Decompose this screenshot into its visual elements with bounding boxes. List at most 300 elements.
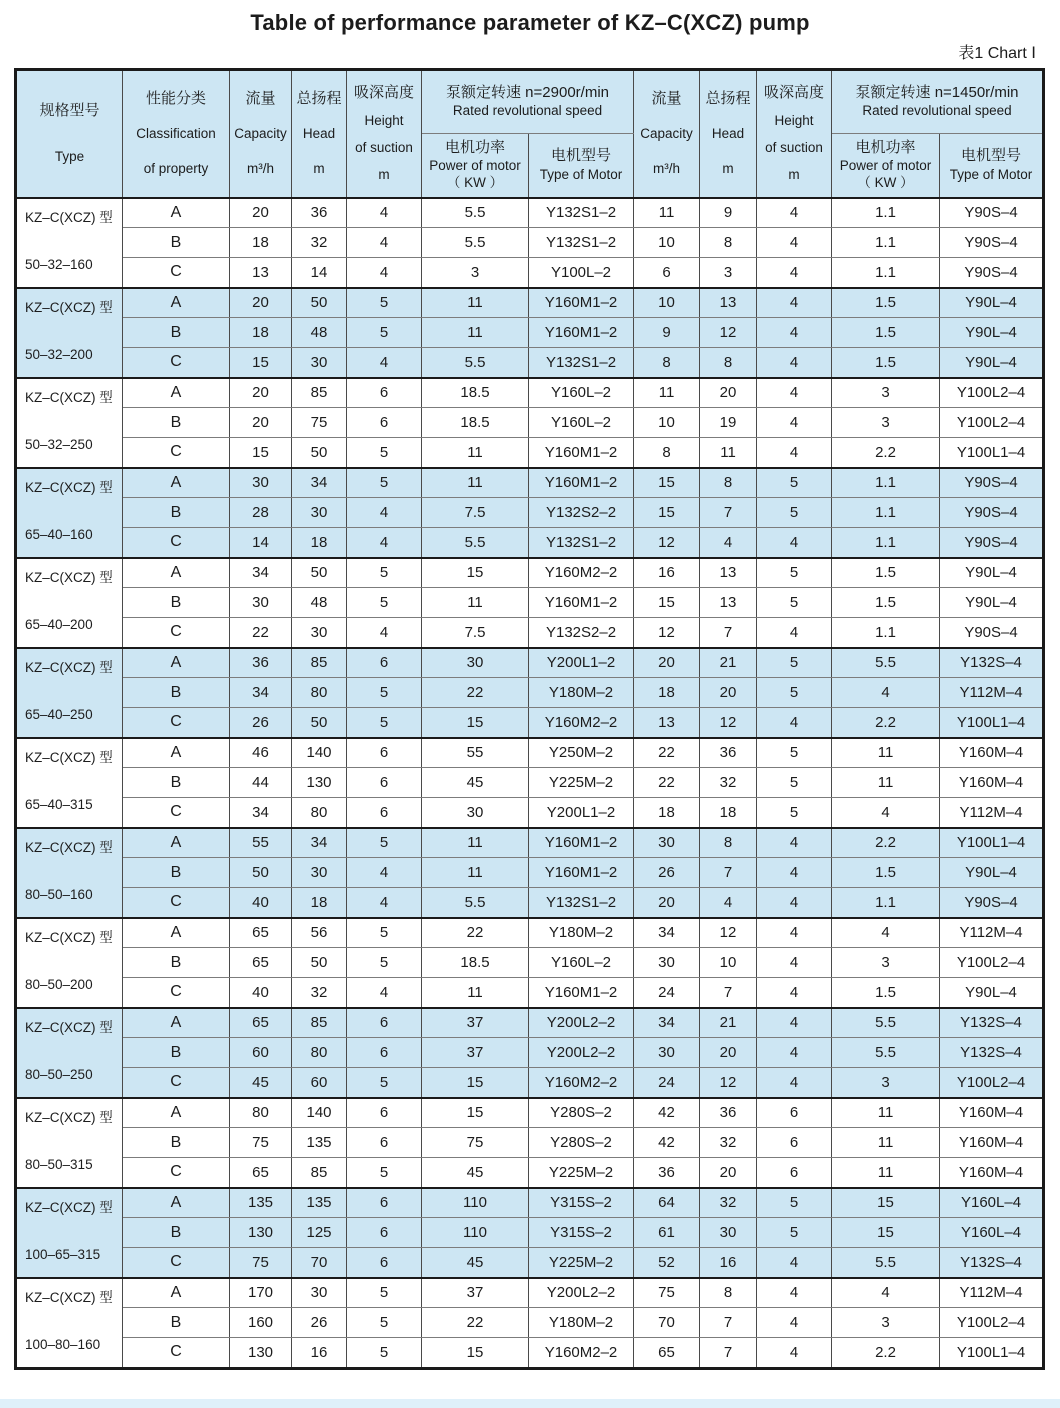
table-row [16, 618, 1044, 648]
capacity-1450-cell: 30 [634, 1038, 700, 1068]
power-1450-cell: 11 [832, 738, 940, 768]
motor-1450-cell: Y90S–4 [940, 198, 1044, 228]
class-cell: C [123, 978, 230, 1008]
power-2900-cell: 11 [422, 828, 529, 858]
suction-1450-cell: 4 [757, 618, 832, 648]
motor-1450-cell: Y160L–4 [940, 1218, 1044, 1248]
motor-1450-cell: Y132S–4 [940, 648, 1044, 678]
col-header-power-1450-en: Power of motor [839, 157, 932, 173]
pump-type-cell [16, 828, 123, 918]
col-header-power-2900 [422, 134, 529, 198]
power-2900-cell: 30 [422, 648, 529, 678]
head-2900-cell: 30 [292, 348, 347, 378]
head-1450-cell: 12 [700, 918, 757, 948]
capacity-2900-cell: 34 [230, 678, 292, 708]
table-row [16, 288, 1044, 318]
pump-model-label: 50–32–250 [25, 436, 93, 452]
motor-2900-cell: Y200L2–2 [529, 1008, 634, 1038]
suction-2900-cell: 4 [347, 198, 422, 228]
power-2900-cell: 7.5 [422, 618, 529, 648]
pump-series-label: KZ–C(XCZ) 型 [25, 929, 113, 945]
pump-type-cell [16, 1278, 123, 1369]
table-row [16, 1218, 1044, 1248]
pump-model-label: 50–32–200 [25, 346, 93, 362]
suction-2900-cell: 5 [347, 948, 422, 978]
suction-2900-cell: 5 [347, 438, 422, 468]
suction-2900-cell: 6 [347, 1248, 422, 1278]
power-2900-cell: 37 [422, 1008, 529, 1038]
col-header-suction-1450-en1: Height [774, 112, 814, 128]
power-2900-cell: 22 [422, 678, 529, 708]
power-2900-cell: 3 [422, 258, 529, 288]
head-1450-cell: 7 [700, 978, 757, 1008]
head-1450-cell: 32 [700, 1128, 757, 1158]
capacity-1450-cell: 16 [634, 558, 700, 588]
power-2900-cell: 22 [422, 918, 529, 948]
head-1450-cell: 21 [700, 1008, 757, 1038]
capacity-1450-cell: 30 [634, 828, 700, 858]
head-2900-cell: 140 [292, 1098, 347, 1128]
suction-2900-cell: 5 [347, 318, 422, 348]
capacity-2900-cell: 30 [230, 588, 292, 618]
motor-2900-cell: Y160L–2 [529, 408, 634, 438]
head-2900-cell: 75 [292, 408, 347, 438]
head-2900-cell: 48 [292, 588, 347, 618]
capacity-1450-cell: 64 [634, 1188, 700, 1218]
power-1450-cell: 1.5 [832, 978, 940, 1008]
capacity-2900-cell: 44 [230, 768, 292, 798]
power-1450-cell: 1.1 [832, 258, 940, 288]
suction-1450-cell: 5 [757, 1188, 832, 1218]
capacity-1450-cell: 12 [634, 618, 700, 648]
class-cell: C [123, 618, 230, 648]
power-1450-cell: 3 [832, 378, 940, 408]
motor-1450-cell: Y90S–4 [940, 528, 1044, 558]
motor-1450-cell: Y90S–4 [940, 468, 1044, 498]
suction-1450-cell: 6 [757, 1158, 832, 1188]
motor-1450-cell: Y132S–4 [940, 1038, 1044, 1068]
capacity-1450-cell: 22 [634, 768, 700, 798]
motor-2900-cell: Y132S1–2 [529, 228, 634, 258]
head-1450-cell: 32 [700, 1188, 757, 1218]
head-1450-cell: 4 [700, 888, 757, 918]
table-row [16, 1338, 1044, 1368]
capacity-2900-cell: 18 [230, 318, 292, 348]
suction-1450-cell: 4 [757, 438, 832, 468]
class-cell: B [123, 228, 230, 258]
suction-2900-cell: 6 [347, 798, 422, 828]
pump-type-cell [16, 738, 123, 828]
head-2900-cell: 32 [292, 228, 347, 258]
motor-2900-cell: Y160M1–2 [529, 978, 634, 1008]
motor-2900-cell: Y180M–2 [529, 678, 634, 708]
power-1450-cell: 4 [832, 918, 940, 948]
class-cell: A [123, 1188, 230, 1218]
col-header-head-1450 [700, 70, 757, 198]
motor-1450-cell: Y132S–4 [940, 1008, 1044, 1038]
table-row [16, 738, 1044, 768]
power-2900-cell: 11 [422, 588, 529, 618]
col-header-power-1450-zh: 电机功率 [855, 138, 916, 156]
suction-2900-cell: 5 [347, 828, 422, 858]
power-2900-cell: 18.5 [422, 948, 529, 978]
power-1450-cell: 11 [832, 768, 940, 798]
col-header-head-zh: 总扬程 [296, 90, 342, 108]
motor-1450-cell: Y90S–4 [940, 258, 1044, 288]
suction-1450-cell: 4 [757, 1038, 832, 1068]
col-header-suction-1450-en2: of suction [765, 140, 823, 156]
motor-1450-cell: Y90L–4 [940, 858, 1044, 888]
head-2900-cell: 14 [292, 258, 347, 288]
head-2900-cell: 85 [292, 1158, 347, 1188]
table-row [16, 858, 1044, 888]
head-1450-cell: 36 [700, 1098, 757, 1128]
col-header-speed-2900-zh: 泵额定转速 n=2900r/min [446, 84, 609, 102]
power-1450-cell: 3 [832, 948, 940, 978]
col-header-speed-2900-en: Rated revolutional speed [452, 103, 603, 119]
pump-type-cell [16, 1098, 123, 1188]
table-row [16, 318, 1044, 348]
head-1450-cell: 7 [700, 1308, 757, 1338]
suction-1450-cell: 4 [757, 828, 832, 858]
capacity-1450-cell: 10 [634, 408, 700, 438]
capacity-2900-cell: 170 [230, 1278, 292, 1308]
motor-2900-cell: Y160M2–2 [529, 558, 634, 588]
capacity-1450-cell: 8 [634, 438, 700, 468]
suction-2900-cell: 5 [347, 678, 422, 708]
power-2900-cell: 11 [422, 318, 529, 348]
head-1450-cell: 7 [700, 498, 757, 528]
motor-2900-cell: Y160M1–2 [529, 288, 634, 318]
motor-1450-cell: Y90L–4 [940, 318, 1044, 348]
power-1450-cell: 3 [832, 408, 940, 438]
suction-1450-cell: 5 [757, 648, 832, 678]
capacity-2900-cell: 20 [230, 408, 292, 438]
capacity-2900-cell: 55 [230, 828, 292, 858]
motor-2900-cell: Y160M1–2 [529, 468, 634, 498]
col-header-power-1450 [832, 134, 940, 198]
suction-1450-cell: 4 [757, 378, 832, 408]
class-cell: A [123, 558, 230, 588]
pump-type-cell [16, 1008, 123, 1098]
col-header-capacity-1450-zh: 流量 [651, 90, 682, 108]
pump-series-label: KZ–C(XCZ) 型 [25, 209, 113, 225]
class-cell: A [123, 378, 230, 408]
col-header-head-1450-unit: m [722, 160, 734, 176]
table-row [16, 378, 1044, 408]
power-2900-cell: 37 [422, 1038, 529, 1068]
motor-1450-cell: Y90S–4 [940, 498, 1044, 528]
suction-1450-cell: 4 [757, 1068, 832, 1098]
suction-1450-cell: 4 [757, 228, 832, 258]
power-2900-cell: 18.5 [422, 408, 529, 438]
pump-model-label: 65–40–160 [25, 526, 93, 542]
head-2900-cell: 80 [292, 1038, 347, 1068]
col-header-head-1450-en: Head [711, 126, 745, 142]
class-cell: B [123, 1218, 230, 1248]
capacity-1450-cell: 75 [634, 1278, 700, 1308]
head-1450-cell: 12 [700, 1068, 757, 1098]
col-header-head-1450-zh: 总扬程 [705, 90, 751, 108]
suction-2900-cell: 6 [347, 378, 422, 408]
pump-type-cell [16, 558, 123, 648]
col-header-motor-2900-zh: 电机型号 [551, 147, 612, 165]
motor-1450-cell: Y160M–4 [940, 1098, 1044, 1128]
power-2900-cell: 15 [422, 558, 529, 588]
col-header-head-en: Head [302, 126, 336, 142]
head-2900-cell: 34 [292, 468, 347, 498]
power-2900-cell: 18.5 [422, 378, 529, 408]
table-row [16, 828, 1044, 858]
suction-2900-cell: 5 [347, 708, 422, 738]
pump-model-label: 65–40–315 [25, 796, 93, 812]
capacity-2900-cell: 20 [230, 288, 292, 318]
head-1450-cell: 19 [700, 408, 757, 438]
suction-2900-cell: 5 [347, 588, 422, 618]
suction-2900-cell: 6 [347, 768, 422, 798]
head-2900-cell: 50 [292, 438, 347, 468]
motor-1450-cell: Y100L2–4 [940, 948, 1044, 978]
suction-1450-cell: 5 [757, 678, 832, 708]
class-cell: C [123, 348, 230, 378]
capacity-2900-cell: 36 [230, 648, 292, 678]
power-1450-cell: 2.2 [832, 438, 940, 468]
suction-1450-cell: 5 [757, 498, 832, 528]
col-header-motor-1450 [940, 134, 1044, 198]
head-1450-cell: 9 [700, 198, 757, 228]
suction-2900-cell: 5 [347, 1338, 422, 1368]
motor-1450-cell: Y100L2–4 [940, 408, 1044, 438]
pump-series-label: KZ–C(XCZ) 型 [25, 1109, 113, 1125]
class-cell: C [123, 438, 230, 468]
capacity-2900-cell: 20 [230, 378, 292, 408]
suction-1450-cell: 5 [757, 1218, 832, 1248]
table-row [16, 498, 1044, 528]
suction-1450-cell: 5 [757, 738, 832, 768]
bottom-strip [0, 1399, 1060, 1408]
motor-1450-cell: Y160M–4 [940, 1128, 1044, 1158]
capacity-1450-cell: 18 [634, 678, 700, 708]
class-cell: C [123, 528, 230, 558]
pump-series-label: KZ–C(XCZ) 型 [25, 1289, 113, 1305]
suction-1450-cell: 4 [757, 948, 832, 978]
suction-1450-cell: 6 [757, 1098, 832, 1128]
suction-2900-cell: 5 [347, 918, 422, 948]
table-row [16, 888, 1044, 918]
power-2900-cell: 45 [422, 1158, 529, 1188]
suction-2900-cell: 5 [347, 1158, 422, 1188]
power-1450-cell: 11 [832, 1158, 940, 1188]
power-2900-cell: 15 [422, 708, 529, 738]
col-header-suction-en1: Height [364, 112, 404, 128]
page-title: Table of performance parameter of KZ–C(XCZ) pump [250, 10, 810, 35]
suction-1450-cell: 4 [757, 888, 832, 918]
motor-1450-cell: Y90L–4 [940, 288, 1044, 318]
capacity-1450-cell: 42 [634, 1098, 700, 1128]
col-header-speed-1450 [832, 70, 1044, 134]
head-2900-cell: 85 [292, 1008, 347, 1038]
pump-type-cell [16, 378, 123, 468]
capacity-1450-cell: 24 [634, 978, 700, 1008]
suction-2900-cell: 4 [347, 888, 422, 918]
capacity-2900-cell: 46 [230, 738, 292, 768]
suction-1450-cell: 5 [757, 588, 832, 618]
suction-1450-cell: 4 [757, 408, 832, 438]
table-row [16, 1188, 1044, 1218]
head-2900-cell: 130 [292, 768, 347, 798]
power-2900-cell: 5.5 [422, 528, 529, 558]
head-1450-cell: 8 [700, 468, 757, 498]
capacity-1450-cell: 70 [634, 1308, 700, 1338]
capacity-1450-cell: 34 [634, 1008, 700, 1038]
suction-2900-cell: 6 [347, 1008, 422, 1038]
table-row [16, 768, 1044, 798]
head-2900-cell: 32 [292, 978, 347, 1008]
capacity-2900-cell: 22 [230, 618, 292, 648]
col-header-type-en: Type [54, 149, 85, 165]
power-1450-cell: 5.5 [832, 1248, 940, 1278]
head-2900-cell: 18 [292, 528, 347, 558]
capacity-1450-cell: 15 [634, 468, 700, 498]
head-1450-cell: 4 [700, 528, 757, 558]
pump-model-label: 100–80–160 [25, 1336, 101, 1352]
head-1450-cell: 20 [700, 378, 757, 408]
capacity-1450-cell: 6 [634, 258, 700, 288]
power-1450-cell: 11 [832, 1098, 940, 1128]
capacity-1450-cell: 20 [634, 648, 700, 678]
pump-type-cell [16, 1188, 123, 1278]
col-header-capacity-en: Capacity [234, 126, 287, 142]
class-cell: C [123, 888, 230, 918]
power-2900-cell: 7.5 [422, 498, 529, 528]
head-2900-cell: 50 [292, 558, 347, 588]
capacity-1450-cell: 65 [634, 1338, 700, 1368]
motor-2900-cell: Y280S–2 [529, 1128, 634, 1158]
table-row [16, 708, 1044, 738]
power-1450-cell: 1.5 [832, 288, 940, 318]
motor-1450-cell: Y90L–4 [940, 588, 1044, 618]
capacity-1450-cell: 13 [634, 708, 700, 738]
pump-series-label: KZ–C(XCZ) 型 [25, 1019, 113, 1035]
power-1450-cell: 11 [832, 1128, 940, 1158]
capacity-2900-cell: 40 [230, 888, 292, 918]
col-header-speed-1450-zh: 泵额定转速 n=1450r/min [855, 84, 1019, 102]
table-row [16, 918, 1044, 948]
motor-1450-cell: Y90S–4 [940, 228, 1044, 258]
pump-series-label: KZ–C(XCZ) 型 [25, 839, 113, 855]
capacity-2900-cell: 130 [230, 1218, 292, 1248]
capacity-1450-cell: 30 [634, 948, 700, 978]
motor-2900-cell: Y132S2–2 [529, 618, 634, 648]
suction-1450-cell: 4 [757, 918, 832, 948]
power-1450-cell: 4 [832, 1278, 940, 1308]
head-2900-cell: 85 [292, 648, 347, 678]
suction-1450-cell: 4 [757, 258, 832, 288]
motor-2900-cell: Y160M1–2 [529, 438, 634, 468]
col-header-classification [123, 70, 230, 198]
motor-2900-cell: Y160M2–2 [529, 1338, 634, 1368]
head-2900-cell: 34 [292, 828, 347, 858]
suction-1450-cell: 6 [757, 1128, 832, 1158]
suction-1450-cell: 4 [757, 1248, 832, 1278]
motor-1450-cell: Y112M–4 [940, 918, 1044, 948]
capacity-2900-cell: 75 [230, 1128, 292, 1158]
col-header-suction-1450-unit: m [788, 167, 800, 183]
table-row [16, 1278, 1044, 1308]
col-header-suction-en2: of suction [355, 140, 413, 156]
head-2900-cell: 30 [292, 498, 347, 528]
col-header-power-2900-unit: （ KW ） [446, 175, 504, 191]
col-header-speed-2900 [422, 70, 634, 134]
head-1450-cell: 20 [700, 1158, 757, 1188]
col-header-motor-2900-en: Type of Motor [539, 166, 623, 182]
power-1450-cell: 1.1 [832, 498, 940, 528]
table-row [16, 798, 1044, 828]
head-2900-cell: 56 [292, 918, 347, 948]
power-1450-cell: 4 [832, 678, 940, 708]
motor-1450-cell: Y112M–4 [940, 678, 1044, 708]
class-cell: C [123, 258, 230, 288]
pump-type-cell [16, 198, 123, 288]
power-2900-cell: 110 [422, 1218, 529, 1248]
motor-1450-cell: Y90L–4 [940, 978, 1044, 1008]
motor-2900-cell: Y225M–2 [529, 1158, 634, 1188]
motor-2900-cell: Y315S–2 [529, 1188, 634, 1218]
class-cell: A [123, 198, 230, 228]
pump-series-label: KZ–C(XCZ) 型 [25, 659, 113, 675]
col-header-capacity-2900 [230, 70, 292, 198]
col-header-capacity-zh: 流量 [245, 90, 276, 108]
motor-2900-cell: Y132S1–2 [529, 888, 634, 918]
suction-1450-cell: 4 [757, 318, 832, 348]
class-cell: C [123, 708, 230, 738]
head-1450-cell: 13 [700, 558, 757, 588]
col-header-capacity-1450-unit: m³/h [653, 160, 681, 176]
motor-1450-cell: Y112M–4 [940, 1278, 1044, 1308]
power-2900-cell: 5.5 [422, 348, 529, 378]
head-2900-cell: 140 [292, 738, 347, 768]
col-header-power-2900-en: Power of motor [429, 157, 521, 173]
motor-2900-cell: Y225M–2 [529, 768, 634, 798]
suction-1450-cell: 5 [757, 558, 832, 588]
head-1450-cell: 10 [700, 948, 757, 978]
power-1450-cell: 1.1 [832, 888, 940, 918]
head-2900-cell: 48 [292, 318, 347, 348]
table-row [16, 258, 1044, 288]
motor-2900-cell: Y132S1–2 [529, 348, 634, 378]
col-header-type-zh: 规格型号 [39, 101, 100, 119]
suction-1450-cell: 4 [757, 1308, 832, 1338]
col-header-suction-1450-zh: 吸深高度 [764, 83, 825, 101]
pump-model-label: 80–50–200 [25, 976, 93, 992]
suction-1450-cell: 4 [757, 708, 832, 738]
class-cell: A [123, 1098, 230, 1128]
capacity-1450-cell: 11 [634, 378, 700, 408]
motor-1450-cell: Y100L1–4 [940, 1338, 1044, 1368]
head-1450-cell: 36 [700, 738, 757, 768]
power-2900-cell: 15 [422, 1068, 529, 1098]
power-2900-cell: 15 [422, 1098, 529, 1128]
motor-2900-cell: Y160M1–2 [529, 318, 634, 348]
suction-2900-cell: 5 [347, 1278, 422, 1308]
head-1450-cell: 20 [700, 678, 757, 708]
power-1450-cell: 1.5 [832, 858, 940, 888]
power-1450-cell: 4 [832, 798, 940, 828]
head-1450-cell: 30 [700, 1218, 757, 1248]
motor-2900-cell: Y160L–2 [529, 378, 634, 408]
head-2900-cell: 18 [292, 888, 347, 918]
motor-1450-cell: Y132S–4 [940, 1248, 1044, 1278]
